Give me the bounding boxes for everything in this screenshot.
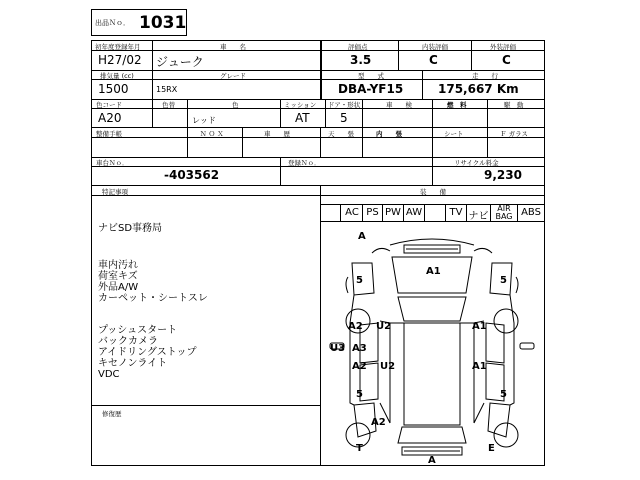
tire-rating-rear-right: 5 bbox=[500, 389, 507, 400]
interior-grade-label: 内装評価 bbox=[422, 43, 448, 51]
remarks-label: 特記事項 bbox=[102, 188, 128, 196]
equip-tv: TV bbox=[449, 207, 463, 218]
color-change-label: 色替 bbox=[162, 101, 175, 109]
spare-tire-mark: T bbox=[356, 443, 363, 454]
mission-label: ミッション bbox=[284, 101, 317, 109]
maintenance-book-label: 整備手帳 bbox=[96, 130, 122, 138]
remark-line: 外品A/W bbox=[98, 282, 139, 293]
damage-mark: A1 bbox=[472, 361, 487, 372]
lot-number-box bbox=[91, 9, 187, 36]
equipment-label: 装 備 bbox=[420, 188, 446, 196]
reg-year-value: H27/02 bbox=[98, 53, 142, 67]
exterior-grade-label: 外装評価 bbox=[490, 43, 516, 51]
recycle-fee-value: 9,230 bbox=[484, 168, 522, 182]
remark-line: プッシュスタート bbox=[98, 325, 178, 336]
remarks-block-2 bbox=[98, 260, 208, 304]
drive-label: 駆 動 bbox=[504, 101, 524, 109]
mission-value: AT bbox=[295, 111, 310, 125]
model-label: 型 式 bbox=[358, 72, 384, 80]
remark-line: ナビSD事務局 bbox=[98, 223, 163, 234]
damage-mark: A bbox=[428, 455, 436, 466]
equip-navi: ナビ bbox=[468, 211, 489, 222]
damage-mark: A2 bbox=[371, 417, 386, 428]
doors-label: ドア・形状 bbox=[328, 101, 361, 109]
seat-label: シート bbox=[444, 130, 464, 138]
equip-airbag: AIR BAG bbox=[495, 204, 513, 221]
equipment-row bbox=[320, 204, 544, 222]
car-name-value: ジューク bbox=[156, 55, 204, 69]
damage-mark: A bbox=[358, 231, 366, 242]
remark-line: 荷室キズ bbox=[98, 271, 138, 282]
inspection-label: 車 検 bbox=[386, 101, 412, 109]
remarks-block-1 bbox=[98, 223, 162, 234]
reg-year-label: 初年度登録年月 bbox=[95, 43, 141, 51]
damage-mark: A2 bbox=[348, 321, 363, 332]
damage-mark: A1 bbox=[426, 266, 441, 277]
damage-mark: U3 bbox=[330, 343, 346, 354]
lot-number-label: 出品Ｎｏ． bbox=[95, 19, 130, 27]
displacement-value: 1500 bbox=[98, 82, 129, 96]
equip-abs: ABS bbox=[521, 207, 541, 218]
equip-ac: AC bbox=[345, 207, 359, 218]
score-value: 3.5 bbox=[350, 53, 372, 67]
grade-value: 15RX bbox=[156, 85, 178, 94]
fuel-label: 燃 料 bbox=[447, 101, 467, 109]
equip-pw: PW bbox=[385, 207, 401, 218]
remark-line: アイドリングストップ bbox=[98, 347, 197, 358]
tire-rating-rear-left: 5 bbox=[356, 389, 363, 400]
recycle-fee-label: リサイクル料金 bbox=[454, 159, 499, 167]
registration-number-label: 登録Ｎｏ． bbox=[288, 159, 321, 167]
displacement-label: 排気量 (cc) bbox=[100, 72, 134, 80]
damage-mark: A3 bbox=[352, 343, 367, 354]
damage-mark: U2 bbox=[376, 321, 392, 332]
chassis-number-value: -403562 bbox=[164, 168, 220, 182]
repair-history-label: 修復歴 bbox=[102, 410, 122, 418]
grade-label: グレード bbox=[220, 72, 246, 80]
color-label: 色 bbox=[232, 101, 239, 109]
lot-number-value: 1031 bbox=[139, 13, 187, 33]
remark-line: バックカメラ bbox=[98, 336, 158, 347]
interior-grade-value: C bbox=[429, 53, 438, 67]
color-code-value: A20 bbox=[98, 111, 122, 125]
chassis-number-label: 車台Ｎｏ． bbox=[96, 159, 129, 167]
equip-ps: PS bbox=[366, 207, 379, 218]
model-value: DBA-YF15 bbox=[338, 82, 404, 96]
color-code-label: 色コード bbox=[96, 101, 122, 109]
roof-lining-label: 天 張 bbox=[328, 130, 354, 138]
remark-line: カーペット・シートスレ bbox=[98, 293, 208, 304]
remark-line: VDC bbox=[98, 369, 120, 380]
damage-mark: U2 bbox=[380, 361, 396, 372]
color-value: レッド bbox=[192, 116, 216, 125]
equip-aw: AW bbox=[405, 207, 423, 218]
mileage-label: 走 行 bbox=[472, 72, 498, 80]
interior-lining-label: 内 張 bbox=[376, 130, 402, 138]
tire-rating-front-left: 5 bbox=[356, 275, 363, 286]
mileage-value: 175,667 Km bbox=[438, 82, 519, 96]
score-label: 評価点 bbox=[348, 43, 368, 51]
front-glass-label: Ｆ ガラス bbox=[500, 130, 528, 138]
remarks-block-3 bbox=[98, 325, 197, 380]
inspection-sheet bbox=[91, 40, 545, 466]
remark-line: キセノンライト bbox=[98, 358, 168, 369]
damage-mark: A1 bbox=[472, 321, 487, 332]
tire-rating-front-right: 5 bbox=[500, 275, 507, 286]
car-name-label: 車 名 bbox=[220, 43, 246, 51]
history-label: 車 歴 bbox=[264, 130, 290, 138]
nox-label: Ｎ Ｏ Ｘ bbox=[200, 130, 224, 138]
doors-value: 5 bbox=[340, 111, 348, 125]
damage-mark: A2 bbox=[352, 361, 367, 372]
exterior-grade-value: C bbox=[502, 53, 511, 67]
remark-line: 車内汚れ bbox=[98, 260, 138, 271]
damage-mark: E bbox=[488, 443, 495, 454]
